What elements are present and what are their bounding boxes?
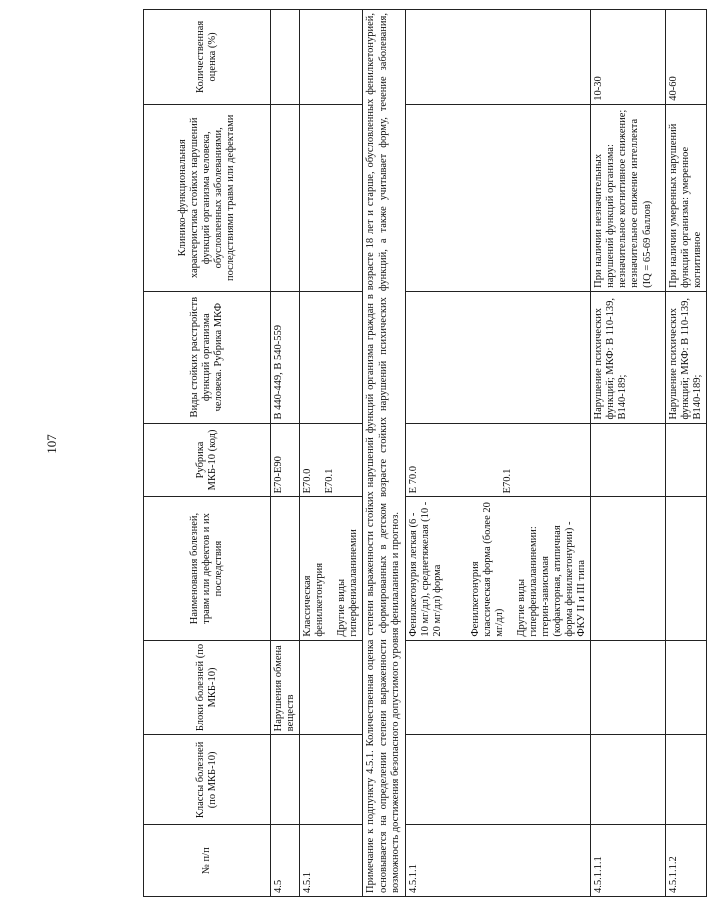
cell-name xyxy=(405,497,591,640)
header-num: № п/п xyxy=(144,825,271,897)
page-number: 107 xyxy=(43,434,59,454)
header-clinic: Клинико-функциональная характеристика стойких нарушений функций организма человека, обусловленных заболеваниями, последствиями травм или дефектами xyxy=(144,104,271,291)
disease-name: Другие виды гиперфенилаланинемии xyxy=(336,529,360,637)
cell-block: Нарушения обмена веществ xyxy=(271,640,300,735)
cell-name xyxy=(271,497,300,640)
cell-class xyxy=(271,735,300,825)
cell-num: 4.5.1.1 xyxy=(405,825,591,897)
cell-clinic xyxy=(405,104,591,291)
cell-name xyxy=(666,497,707,640)
table-row xyxy=(271,10,300,897)
note-text: Примечание к подпункту 4.5.1. Количественная оценка степени выраженности стойких нарушений функций организма граждан в возрасте 18 лет и старше, обусловленных фенилкетонурией, основывается на определении степени выраженности сформированных в детском возрасте стойких нарушений психических функций, а также учитывает форму, течение заболевания, возможность достижения безопасного допустимого уровня фенилаланина и прогноз. xyxy=(363,10,405,897)
cell-types: B 440-449, B 540-559 xyxy=(271,291,300,423)
disease-table xyxy=(143,9,707,897)
header-score: Количественная оценка (%) xyxy=(144,10,271,105)
cell-types xyxy=(300,291,363,423)
rotated-table-container xyxy=(143,2,704,897)
cell-score xyxy=(300,10,363,105)
disease-name: Фенилкетонурия классическая форма (более 20 мг/дл) xyxy=(469,502,505,637)
header-types: Виды стойких расстройств функций организма человека. Рубрика МКФ xyxy=(144,291,271,423)
cell-num: 4.5.1.1.2 xyxy=(666,825,707,897)
header-row xyxy=(144,10,271,897)
table-row xyxy=(405,10,591,897)
header-classes: Классы болезней (по МКБ-10) xyxy=(144,735,271,825)
cell-score xyxy=(405,10,591,105)
cell-name xyxy=(300,497,363,640)
disease-name: Другие виды гиперфенилаланинемии: птерин-зависимая (кофакторная, атипичная форма фенилкетонурии) - ФКУ II и III типа xyxy=(515,521,588,637)
cell-block xyxy=(300,640,363,735)
table-row xyxy=(666,10,707,897)
cell-score: 40-60 xyxy=(666,10,707,105)
cell-rubric xyxy=(300,423,363,497)
note-row xyxy=(363,10,405,897)
cell-clinic xyxy=(271,104,300,291)
table-row xyxy=(591,10,666,897)
cell-types: Нарушение психических функций; МКФ: B 110-139, B140-189; xyxy=(591,291,666,423)
cell-block xyxy=(591,640,666,735)
cell-num: 4.5 xyxy=(271,825,300,897)
rubric-code: E 70.0 xyxy=(407,466,419,494)
cell-block xyxy=(405,640,591,735)
header-rubric: Рубрика МКБ-10 (код) xyxy=(144,423,271,497)
cell-rubric xyxy=(591,423,666,497)
cell-class xyxy=(591,735,666,825)
cell-num: 4.5.1 xyxy=(300,825,363,897)
cell-clinic xyxy=(300,104,363,291)
rubric-code: E70.1 xyxy=(501,468,513,494)
cell-block xyxy=(666,640,707,735)
cell-class xyxy=(405,735,591,825)
rubric-code: E70.0 xyxy=(302,468,314,494)
cell-score: 10-30 xyxy=(591,10,666,105)
header-blocks: Блоки болезней (по МКБ-10) xyxy=(144,640,271,735)
cell-rubric: E70-E90 xyxy=(271,423,300,497)
cell-clinic: При наличии умеренных нарушений функций организма: умеренное когнитивное xyxy=(666,104,707,291)
cell-clinic: При наличии незначительных нарушений функций организма: незначительное когнитивное снижение; незначительное снижение интеллекта (IQ = 65-69 баллов) xyxy=(591,104,666,291)
table-row xyxy=(300,10,363,897)
disease-name: Фенилкетонурия легкая (6 - 10 мг/дл), среднетяжелая (10 - 20 мг/дл) форма xyxy=(407,501,443,637)
cell-name xyxy=(591,497,666,640)
cell-types: Нарушение психических функций; МКФ: B 110-139, B140-189; xyxy=(666,291,707,423)
disease-name: Классическая фенилкетонурия xyxy=(302,562,326,637)
cell-class xyxy=(300,735,363,825)
cell-rubric xyxy=(405,423,591,497)
cell-class xyxy=(666,735,707,825)
cell-types xyxy=(405,291,591,423)
header-names: Наименования болезней, травм или дефектов и их последствия xyxy=(144,497,271,640)
rubric-code: E70.1 xyxy=(324,468,336,494)
cell-score xyxy=(271,10,300,105)
cell-rubric xyxy=(666,423,707,497)
cell-num: 4.5.1.1.1 xyxy=(591,825,666,897)
